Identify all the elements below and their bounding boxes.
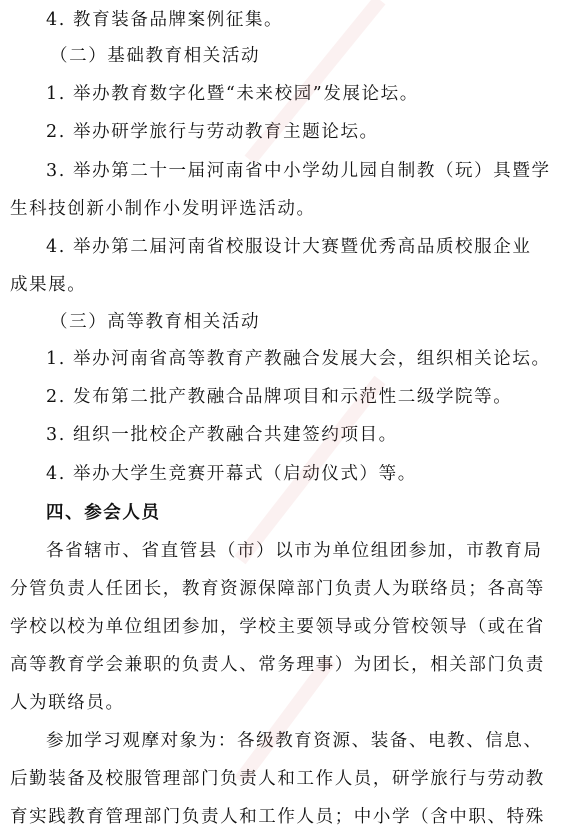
paragraph-line: 各省辖市、省直管县（市）以市为单位组团参加，市教育局 [46,541,543,561]
item-line-continued: 生科技创新小制作小发明评选活动。 [10,199,316,219]
chapter-heading: 四、参会人员 [46,503,161,523]
section-heading: （三）高等教育相关活动 [50,312,261,332]
paragraph-line: 参加学习观摩对象为：各级教育资源、装备、电教、信息、 [46,731,543,751]
item-line: 4. 教育装备品牌案例征集。 [46,10,284,30]
item-line: 1. 举办河南省高等教育产教融合发展大会，组织相关论坛。 [46,349,551,369]
item-line: 4. 举办大学生竞赛开幕式（启动仪式）等。 [46,464,417,484]
item-line: 1. 举办教育数字化暨“未来校园”发展论坛。 [46,84,419,104]
paragraph-line: 学校以校为单位组团参加，学校主要领导或分管校领导（或在省 [10,617,545,637]
paragraph-line: 分管负责人任团长，教育资源保障部门负责人为联络员；各高等 [10,579,545,599]
section-heading: （二）基础教育相关活动 [50,46,261,66]
item-line: 2. 举办研学旅行与劳动教育主题论坛。 [46,122,379,142]
item-line: 2. 发布第二批产教融合品牌项目和示范性二级学院等。 [46,387,513,407]
item-line-continued: 成果展。 [10,275,87,295]
paragraph-line: 育实践教育管理部门负责人和工作人员；中小学（含中职、特殊 [10,807,545,827]
paragraph-line: 人为联络员。 [10,693,125,713]
paragraph-line: 后勤装备及校服管理部门负责人和工作人员，研学旅行与劳动教 [10,769,545,789]
item-line: 4. 举办第二届河南省校服设计大赛暨优秀高品质校服企业 [46,237,532,257]
item-line: 3. 举办第二十一届河南省中小学幼儿园自制教（玩）具暨学 [46,161,551,181]
item-line: 3. 组织一批校企产教融合共建签约项目。 [46,425,398,445]
paragraph-line: 高等教育学会兼职的负责人、常务理事）为团长，相关部门负责 [10,655,545,675]
